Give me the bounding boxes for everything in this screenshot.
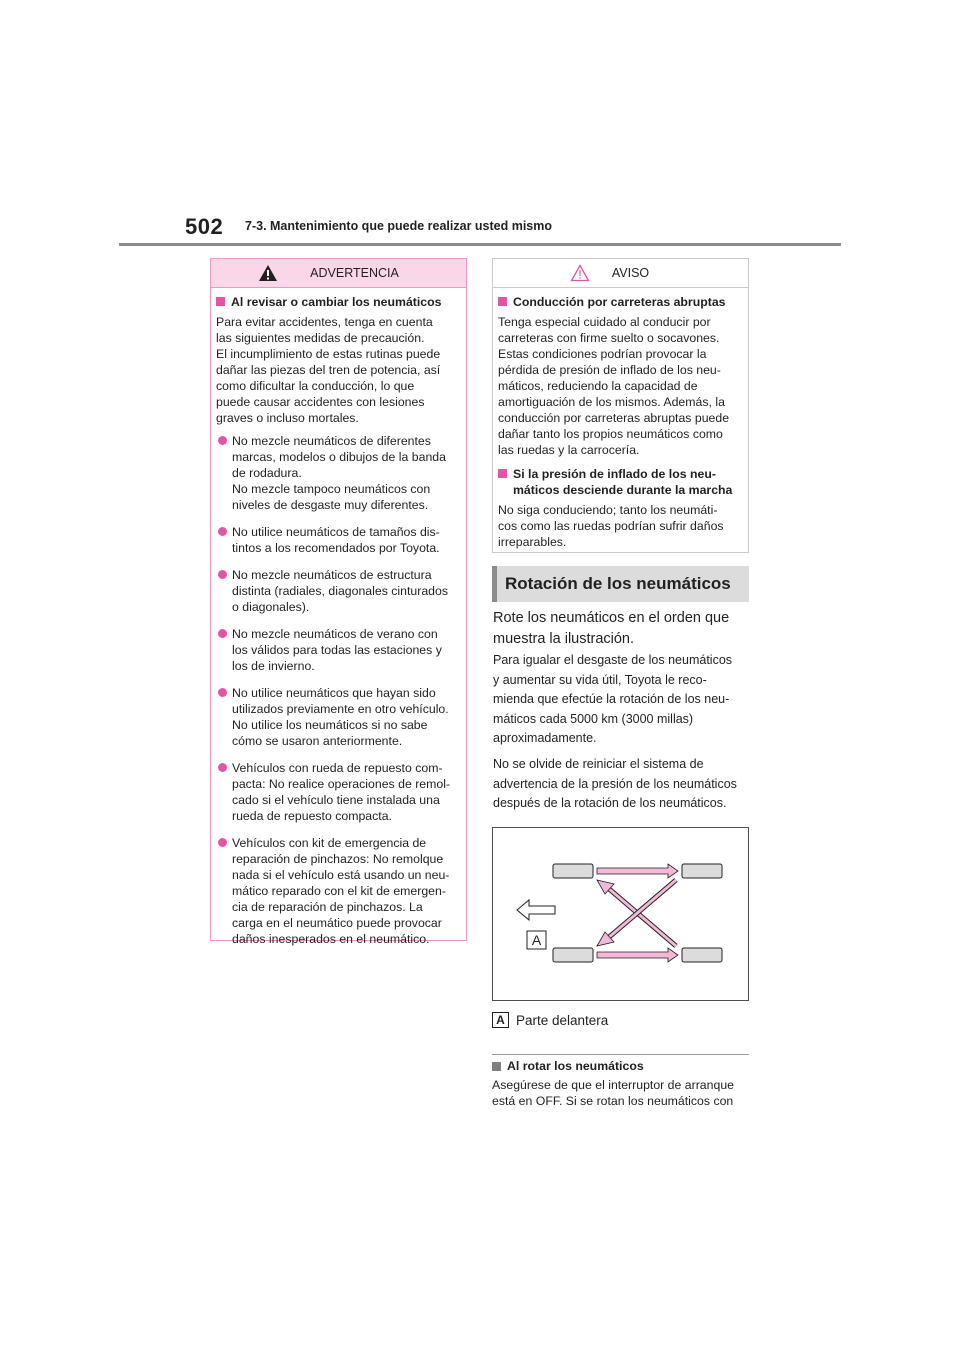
page-number: 502 bbox=[185, 214, 224, 239]
warning-bullet bbox=[216, 626, 461, 674]
square-bullet-icon bbox=[216, 297, 225, 306]
warning-bullet-text: No mezcle neumáticos de diferentes marcas, modelos o dibujos de la banda de rodadura. No mezcle tampoco neumáticos con niveles de desgaste muy diferentes. bbox=[232, 434, 446, 512]
warning-bullet-text: Vehículos con kit de emergencia de reparación de pinchazos: No remolque nada si el vehículo está usando un neu- mático reparado con el kit de emergen- cia de reparación de pinchazos. La carga en el neumático puede provocar daños inesperados en el neumático. bbox=[232, 836, 450, 946]
figure-legend bbox=[492, 1012, 608, 1028]
warning-bullet-text: No mezcle neumáticos de estructura distinta (radiales, diagonales cinturados o diagonales). bbox=[232, 568, 449, 614]
notice-heading-2 bbox=[498, 466, 743, 498]
rotation-arrow-bottom bbox=[597, 948, 678, 962]
notice-body bbox=[493, 288, 748, 550]
caution-triangle-icon bbox=[570, 264, 590, 282]
notice-header bbox=[493, 259, 748, 288]
circle-bullet-icon bbox=[218, 763, 227, 772]
rotation-paragraph-2: No se olvide de reiniciar el sistema de advertencia de la presión de los neumáticos después de la rotación de los neumáticos. bbox=[493, 757, 737, 810]
rotation-lead: Rote los neumáticos en el orden que muestra la ilustración. bbox=[493, 610, 730, 647]
tire-rear-left bbox=[682, 864, 722, 878]
front-direction-arrow-icon bbox=[517, 900, 555, 920]
warning-bullet bbox=[216, 835, 461, 947]
warning-header bbox=[211, 259, 466, 288]
warning-bullet-text: No utilice neumáticos de tamaños dis- tintos a los recomendados por Toyota. bbox=[232, 525, 440, 555]
circle-bullet-icon bbox=[218, 629, 227, 638]
tire-rear-right bbox=[682, 948, 722, 962]
tire-front-right bbox=[553, 948, 593, 962]
warning-triangle-icon bbox=[258, 264, 278, 282]
circle-bullet-icon bbox=[218, 436, 227, 445]
tire-rotation-diagram bbox=[493, 828, 748, 1000]
warning-bullet bbox=[216, 760, 461, 824]
square-bullet-icon bbox=[498, 469, 507, 478]
notice-box bbox=[492, 258, 749, 553]
warning-title: ADVERTENCIA bbox=[310, 266, 399, 280]
legend-text: Parte delantera bbox=[516, 1012, 609, 1028]
warning-heading bbox=[216, 294, 461, 310]
header-rule bbox=[119, 243, 841, 246]
subsection-heading bbox=[492, 1059, 644, 1073]
circle-bullet-icon bbox=[218, 688, 227, 697]
warning-bullet-text: No mezcle neumáticos de verano con los válidos para todas las estaciones y los de invierno. bbox=[232, 627, 442, 673]
warning-box bbox=[210, 258, 467, 946]
tire-front-left bbox=[553, 864, 593, 878]
legend-key: A bbox=[492, 1012, 509, 1028]
subsection-text: Asegúrese de que el interruptor de arranque está en OFF. Si se rotan los neumáticos con bbox=[492, 1078, 734, 1108]
warning-bullet bbox=[216, 433, 461, 513]
warning-bullet-text: No utilice neumáticos que hayan sido utilizados previamente en otro vehículo. No utilice los neumáticos si no sabe cómo se usaron anteriormente. bbox=[232, 686, 449, 748]
warning-bullet-text: Vehículos con rueda de repuesto com- pacta: No realice operaciones de remol- cado si el vehículo tiene instalada una rueda de repuesto compacta. bbox=[232, 761, 451, 823]
circle-bullet-icon bbox=[218, 838, 227, 847]
figure-label: A bbox=[531, 932, 542, 948]
notice-heading-2-text: Si la presión de inflado de los neu- máticos desciende durante la marcha bbox=[513, 467, 733, 497]
circle-bullet-icon bbox=[218, 527, 227, 536]
subsection-heading-text: Al rotar los neumáticos bbox=[507, 1059, 644, 1073]
circle-bullet-icon bbox=[218, 570, 227, 579]
warning-bullet bbox=[216, 685, 461, 749]
notice-heading-1 bbox=[498, 294, 743, 310]
notice-heading-1-text: Conducción por carreteras abruptas bbox=[513, 295, 726, 309]
warning-body bbox=[211, 288, 466, 947]
subsection-rule bbox=[492, 1054, 749, 1055]
warning-heading-text: Al revisar o cambiar los neumáticos bbox=[231, 295, 442, 309]
section-title: 7-3. Mantenimiento que puede realizar usted mismo bbox=[245, 219, 553, 233]
warning-bullet bbox=[216, 524, 461, 556]
warning-bullet bbox=[216, 567, 461, 615]
rotation-paragraph-1: Para igualar el desgaste de los neumáticos y aumentar su vida útil, Toyota le reco- mienda que efectúe la rotación de los neu- máticos cada 5000 km (3000 millas) aproximadamente. bbox=[493, 653, 733, 745]
rotation-arrow-top bbox=[597, 864, 678, 878]
square-bullet-icon bbox=[498, 297, 507, 306]
warning-intro: Para evitar accidentes, tenga en cuenta las siguientes medidas de precaución. El incumplimiento de estas rutinas puede dañar las piezas del tren de potencia, así como dificultar la conducción, lo que puede causar accidentes con lesiones graves o incluso mortales. bbox=[216, 315, 441, 425]
notice-text-2: No siga conduciendo; tanto los neumáti- cos como las ruedas podrían sufrir daños irreparables. bbox=[498, 503, 724, 549]
notice-title: AVISO bbox=[611, 266, 650, 280]
rotation-heading: Rotación de los neumáticos bbox=[492, 566, 749, 602]
square-bullet-icon bbox=[492, 1062, 501, 1071]
notice-text-1: Tenga especial cuidado al conducir por carreteras con firme suelto o socavones. Estas condiciones podrían provocar la pérdida de presión de inflado de los neu- máticos, reduciendo la capacidad de amortiguación de los mismos. Además, la conducción por carreteras abruptas puede dañar tanto los propios neumáticos como las ruedas y la carrocería. bbox=[498, 315, 730, 457]
tire-rotation-figure bbox=[492, 827, 749, 1001]
